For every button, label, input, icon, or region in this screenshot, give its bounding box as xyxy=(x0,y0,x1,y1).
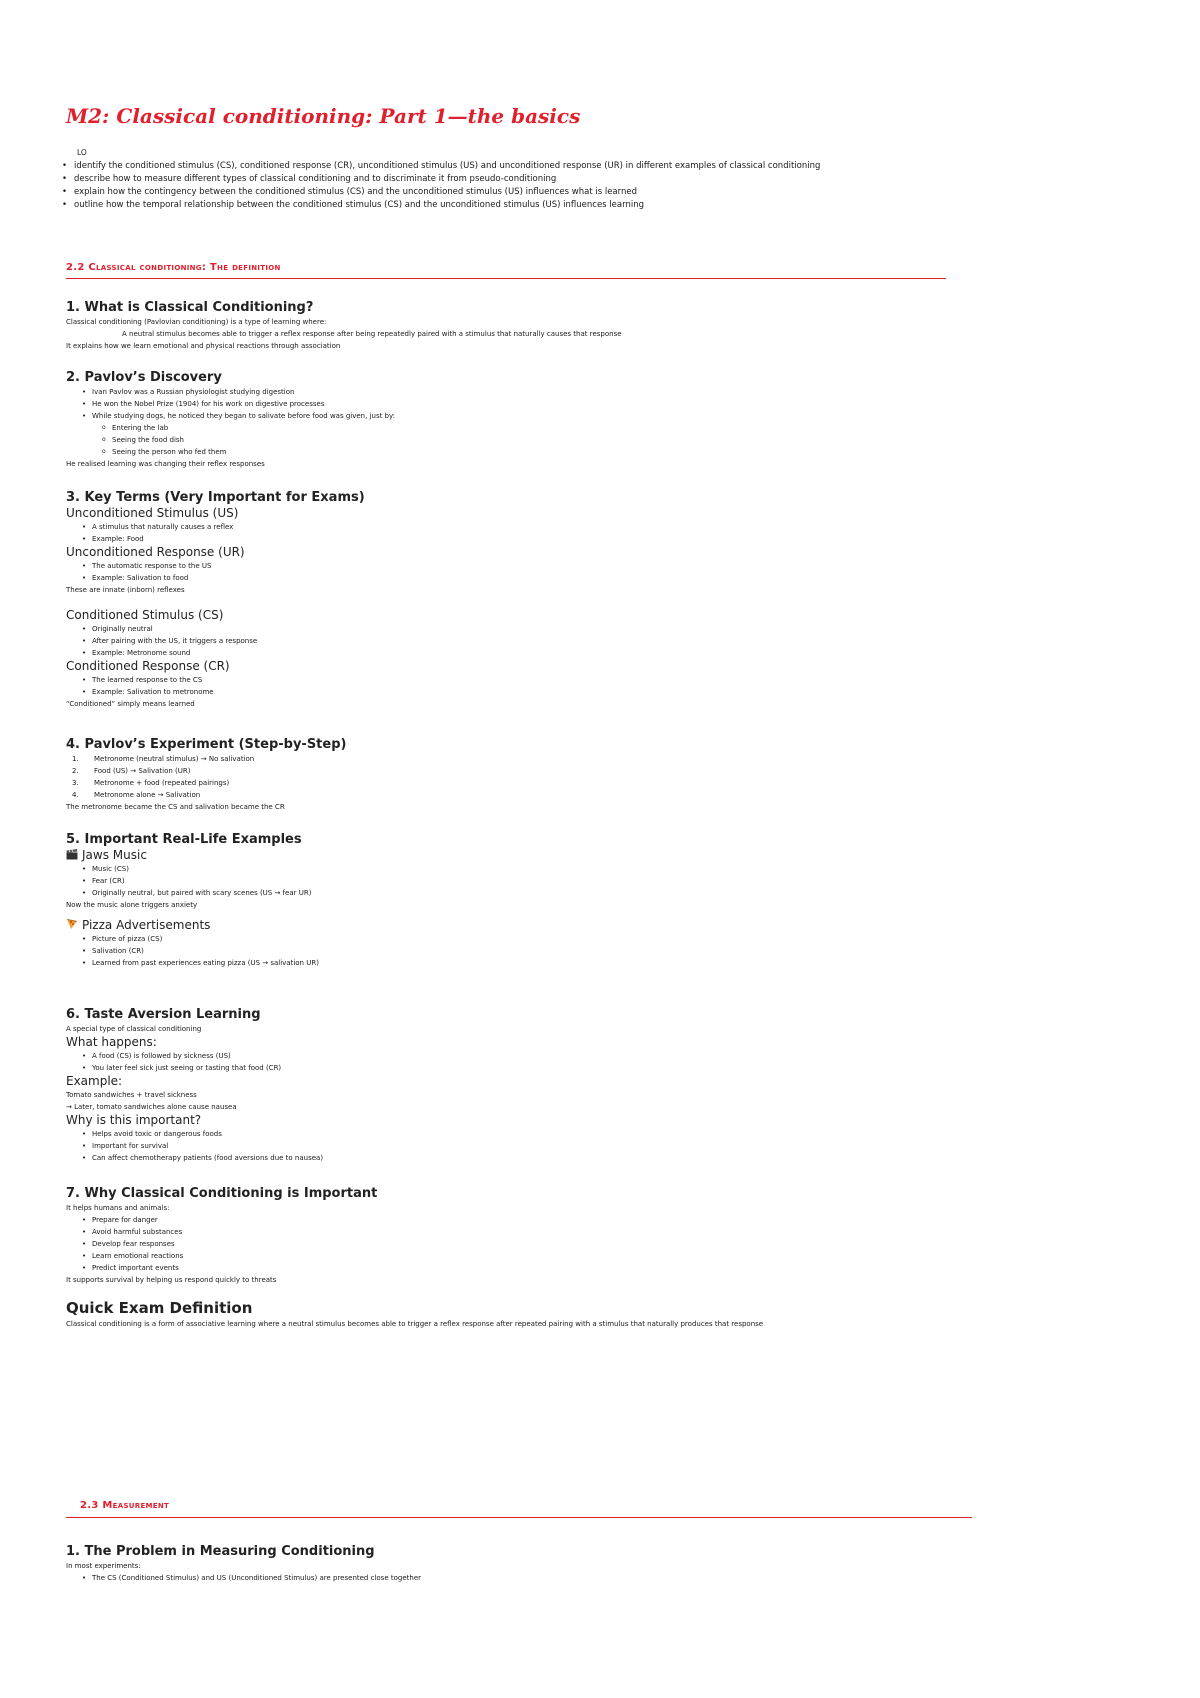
bullet-list xyxy=(66,1050,1146,1074)
list-item: • Originally neutral, but paired with scary scenes (US → fear UR) xyxy=(82,887,1146,899)
paragraph: He realised learning was changing their reflex responses xyxy=(66,460,265,468)
list-item: • Music (CS) xyxy=(82,863,1146,875)
section-divider xyxy=(66,1517,972,1518)
list-item: • Example: Food xyxy=(82,533,1146,545)
heading: 5. Important Real-Life Examples xyxy=(66,832,302,847)
bullet-list xyxy=(66,863,1146,899)
section-pavlov-experiment xyxy=(66,736,1146,813)
list-item: • While studying dogs, he noticed they began to salivate before food was given, just by: xyxy=(82,410,1146,422)
list-item: • Ivan Pavlov was a Russian physiologist studying digestion xyxy=(82,386,1146,398)
bullet-list xyxy=(66,560,1146,584)
bullet-list xyxy=(66,623,1146,659)
list-item xyxy=(72,777,1146,789)
paragraph: It explains how we learn emotional and physical reactions through association xyxy=(66,342,341,350)
list-item: • A stimulus that naturally causes a reflex xyxy=(82,521,1146,533)
list-item: o Entering the lab xyxy=(102,422,1146,434)
page-title: M2: Classical conditioning: Part 1—the basics xyxy=(66,104,581,128)
list-item: • The automatic response to the US xyxy=(82,560,1146,572)
list-item: • outline how the temporal relationship between the conditioned stimulus (CS) and the unconditioned stimulus (US) influences learning xyxy=(62,199,1162,212)
pizza-heading-text: Pizza Advertisements xyxy=(82,918,211,932)
paragraph: Classical conditioning is a form of associative learning where a neutral stimulus becomes able to trigger a reflex response after repeated pairing with a stimulus that naturally produces that response xyxy=(66,1320,764,1328)
bullet-list xyxy=(66,521,1146,545)
bullet-list xyxy=(66,1572,1146,1584)
list-item: • describe how to measure different types of classical conditioning and to discriminate it from pseudo-conditioning xyxy=(62,173,1162,186)
list-item: • Salivation (CR) xyxy=(82,945,1146,957)
paragraph: In most experiments: xyxy=(66,1562,141,1570)
list-item: o Seeing the person who fed them xyxy=(102,446,1146,458)
section-pavlov-discovery xyxy=(66,369,1146,470)
section-key-terms xyxy=(66,489,1146,710)
paragraph: It helps humans and animals: xyxy=(66,1204,170,1212)
list-item xyxy=(72,789,1146,801)
list-item xyxy=(72,765,1146,777)
lo-label: LO xyxy=(77,148,87,157)
list-item: • Predict important events xyxy=(82,1262,1146,1274)
paragraph: Classical conditioning (Pavlovian conditioning) is a type of learning where: xyxy=(66,318,327,326)
subheading: Why is this important? xyxy=(66,1113,202,1127)
list-item: • Fear (CR) xyxy=(82,875,1146,887)
subheading: Conditioned Response (CR) xyxy=(66,659,230,673)
subheading: Unconditioned Stimulus (US) xyxy=(66,506,239,520)
section-measuring-problem xyxy=(66,1543,1146,1584)
list-item: • You later feel sick just seeing or tasting that food (CR) xyxy=(82,1062,1146,1074)
step-number: 1. xyxy=(72,755,79,763)
paragraph: The metronome became the CS and salivation became the CR xyxy=(66,803,285,811)
subheading xyxy=(66,848,1146,863)
step-text: Food (US) → Salivation (UR) xyxy=(94,767,191,775)
subheading: What happens: xyxy=(66,1035,157,1049)
bullet-list xyxy=(66,1214,1146,1274)
list-item: • Can affect chemotherapy patients (food aversions due to nausea) xyxy=(82,1152,1146,1164)
list-item: • Develop fear responses xyxy=(82,1238,1146,1250)
list-item: • Learn emotional reactions xyxy=(82,1250,1146,1262)
step-number: 4. xyxy=(72,791,79,799)
heading: 1. The Problem in Measuring Conditioning xyxy=(66,1544,375,1559)
learning-objectives-list xyxy=(62,160,1162,212)
list-item: • He won the Nobel Prize (1904) for his work on digestive processes xyxy=(82,398,1146,410)
paragraph: A neutral stimulus becomes able to trigger a reflex response after being repeatedly paired with a stimulus that naturally causes that response xyxy=(122,330,622,338)
heading: 2. Pavlov’s Discovery xyxy=(66,370,222,385)
section-real-life-examples xyxy=(66,831,1146,969)
subheading xyxy=(66,918,1146,933)
list-item: • explain how the contingency between the conditioned stimulus (CS) and the unconditioned stimulus (US) influences what is learned xyxy=(62,186,1162,199)
heading: 6. Taste Aversion Learning xyxy=(66,1007,261,1022)
section-divider xyxy=(66,278,946,279)
list-item: • A food (CS) is followed by sickness (US) xyxy=(82,1050,1146,1062)
list-item: • identify the conditioned stimulus (CS), conditioned response (CR), unconditioned stimulus (US) and unconditioned response (UR) in different examples of classical conditioning xyxy=(62,160,1162,173)
heading: 3. Key Terms (Very Important for Exams) xyxy=(66,490,365,505)
paragraph: These are innate (inborn) reflexes xyxy=(66,586,185,594)
list-item: • After pairing with the US, it triggers a response xyxy=(82,635,1146,647)
bullet-list xyxy=(66,1128,1146,1164)
list-item: • Helps avoid toxic or dangerous foods xyxy=(82,1128,1146,1140)
step-text: Metronome + food (repeated pairings) xyxy=(94,779,230,787)
list-item: • The learned response to the CS xyxy=(82,674,1146,686)
list-item: • Example: Metronome sound xyxy=(82,647,1146,659)
section-what-is xyxy=(66,299,1146,352)
section-quick-definition xyxy=(66,1298,1146,1330)
paragraph: A special type of classical conditioning xyxy=(66,1025,202,1033)
bullet-list xyxy=(66,386,1146,422)
list-item: • Originally neutral xyxy=(82,623,1146,635)
list-item xyxy=(72,753,1146,765)
heading: 4. Pavlov’s Experiment (Step-by-Step) xyxy=(66,737,347,752)
subheading: Example: xyxy=(66,1074,123,1088)
sub-list xyxy=(66,422,1146,458)
list-item: • Example: Salivation to metronome xyxy=(82,686,1146,698)
paragraph: Tomato sandwiches + travel sickness xyxy=(66,1091,197,1099)
jaws-heading-text: Jaws Music xyxy=(82,848,147,862)
numbered-list xyxy=(66,753,1146,801)
section-heading-2-3: 2.3 Measurement xyxy=(80,1500,170,1511)
list-item: • Learned from past experiences eating pizza (US → salivation UR) xyxy=(82,957,1146,969)
step-text: Metronome alone → Salivation xyxy=(94,791,201,799)
heading: 1. What is Classical Conditioning? xyxy=(66,300,314,315)
list-item: • Avoid harmful substances xyxy=(82,1226,1146,1238)
step-number: 3. xyxy=(72,779,79,787)
list-item: o Seeing the food dish xyxy=(102,434,1146,446)
section-heading-2-2: 2.2 Classical conditioning: The definition xyxy=(66,262,281,273)
paragraph: “Conditioned” simply means learned xyxy=(66,700,195,708)
pizza-icon xyxy=(66,918,78,929)
step-text: Metronome (neutral stimulus) → No salivation xyxy=(94,755,255,763)
paragraph: It supports survival by helping us respond quickly to threats xyxy=(66,1276,277,1284)
clapperboard-icon xyxy=(66,849,78,860)
list-item: • Important for survival xyxy=(82,1140,1146,1152)
section-taste-aversion xyxy=(66,1006,1146,1164)
subheading: Conditioned Stimulus (CS) xyxy=(66,608,224,622)
section-why-important xyxy=(66,1185,1146,1286)
list-item: • Example: Salivation to food xyxy=(82,572,1146,584)
bullet-list xyxy=(66,674,1146,698)
heading: Quick Exam Definition xyxy=(66,1299,253,1317)
list-item: • The CS (Conditioned Stimulus) and US (Unconditioned Stimulus) are presented close together xyxy=(82,1572,1146,1584)
paragraph: Now the music alone triggers anxiety xyxy=(66,901,198,909)
list-item: • Prepare for danger xyxy=(82,1214,1146,1226)
heading: 7. Why Classical Conditioning is Important xyxy=(66,1186,378,1201)
list-item: • Picture of pizza (CS) xyxy=(82,933,1146,945)
step-number: 2. xyxy=(72,767,79,775)
subheading: Unconditioned Response (UR) xyxy=(66,545,245,559)
bullet-list xyxy=(66,933,1146,969)
paragraph: → Later, tomato sandwiches alone cause nausea xyxy=(66,1103,237,1111)
